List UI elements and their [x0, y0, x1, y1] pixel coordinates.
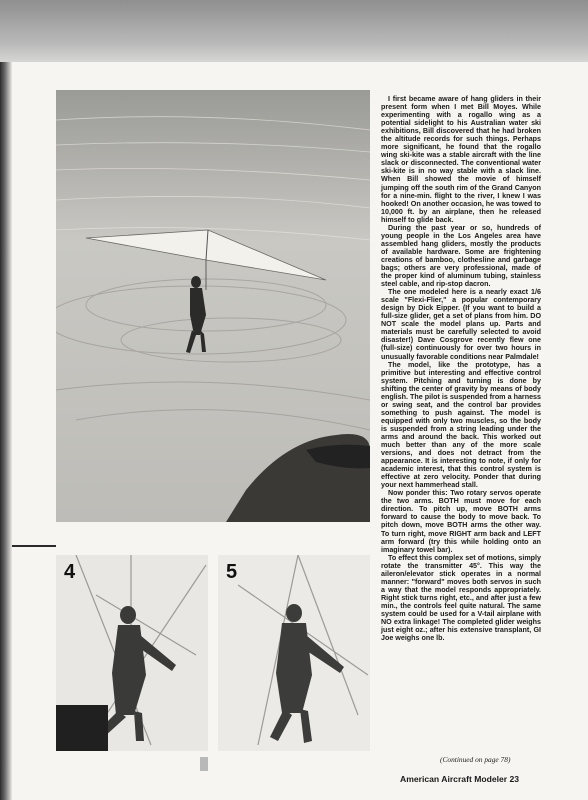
article-paragraph: To effect this complex set of motions, simply rotate the transmitter 45°. This way the aileron/elevator stick operates in a normal manner: "forward" moves both servos in such a way that the model responds appropriately. Right stick turns right, etc., and after just a few min., the controls feel quite natural. The same system could be used for a V-tail airplane with NO extra linkage! The completed glider weighs just eight oz.; after his extensive transplant, GI Joe weighs one lb. [381, 553, 541, 643]
article-paragraph: The model, like the prototype, has a primitive but interesting and effective control system. Pitching and turning is done by shifting the center of gravity by means of body english. The pilot is suspended from a harness or swing seat, and the control bar provides something to push against. The model is equipped with only two muscles, so the body is suspended from a string leading under the arms and around the back. This worked out much better than any of the more scale versions, and does not detract from the appearance. It is interesting to note, if only for academic interest, that this control system is effective at zero velocity. Ponder that during your next hammerhead stall. [381, 360, 541, 490]
model-glider-illustration-5 [218, 555, 370, 751]
article-paragraph: I first became aware of hang gliders in their present form when I met Bill Moyes. While experimenting with a rogallo wing as a potential sidelight to his Australian water ski exhibitions, Bill discovered that he had broken the altitude records for such things. Perhaps more significant, he found that the rogallo wing ski-kite was a stable aircraft with the line slack or disconnected. The conventional water ski-kite is in no way stable with a slack line. When Bill showed the movie of himself jumping off the south rim of the Grand Canyon for a nine-min. flight to the river, I knew I was hooked! On another occasion, he was towed to 10,000 ft. by an airplane, then he released himself to glide back. [381, 95, 541, 224]
scan-top-edge [0, 0, 588, 62]
gray-marker [200, 757, 208, 771]
model-glider-illustration-4 [56, 555, 208, 751]
photo-figure-5 [218, 555, 370, 751]
section-rule [12, 545, 56, 547]
beach-glider-illustration [56, 90, 370, 522]
article-paragraph: The one modeled here is a nearly exact 1/6 scale "Flexi-Flier," a popular contemporary design by Dick Eipper. (If you want to build a full-size glider, get a set of plans from him. DO NOT scale the model plans up. Parts and materials must be carefully selected to avoid disaster!) Dave Cosgrove recently flew one (full-size) continuously for over two hours in unusually favorable conditions near Palmdale! [381, 288, 541, 361]
article-paragraph: During the past year or so, hundreds of young people in the Los Angeles area have assembled hang gliders, mostly the products of available hardware. Some are frightening creations of bamboo, clothesline and garbage bags; others are very professional, made of the proper kind of aluminum tubing, stainless steel cable, and rip-stop dacron. [381, 223, 541, 289]
article-body [381, 95, 541, 642]
page-footer: American Aircraft Modeler 23 [400, 774, 520, 784]
figure-number-4: 4 [64, 561, 76, 583]
figure-number-5: 5 [226, 561, 238, 583]
continued-note: (Continued on page 78) [440, 755, 511, 764]
photo-figure-4 [56, 555, 208, 751]
main-photo-hang-glider [56, 90, 370, 522]
scan-left-edge [0, 62, 12, 800]
article-paragraph: Now ponder this: Two rotary servos operate the two arms. BOTH must move for each direction. To pitch up, move BOTH arms forward to cause the body to move back. To pitch down, move BOTH arms the other way. To turn right, move RIGHT arm back and LEFT arm forward (try this while holding onto an imaginary towel bar). [381, 489, 541, 554]
